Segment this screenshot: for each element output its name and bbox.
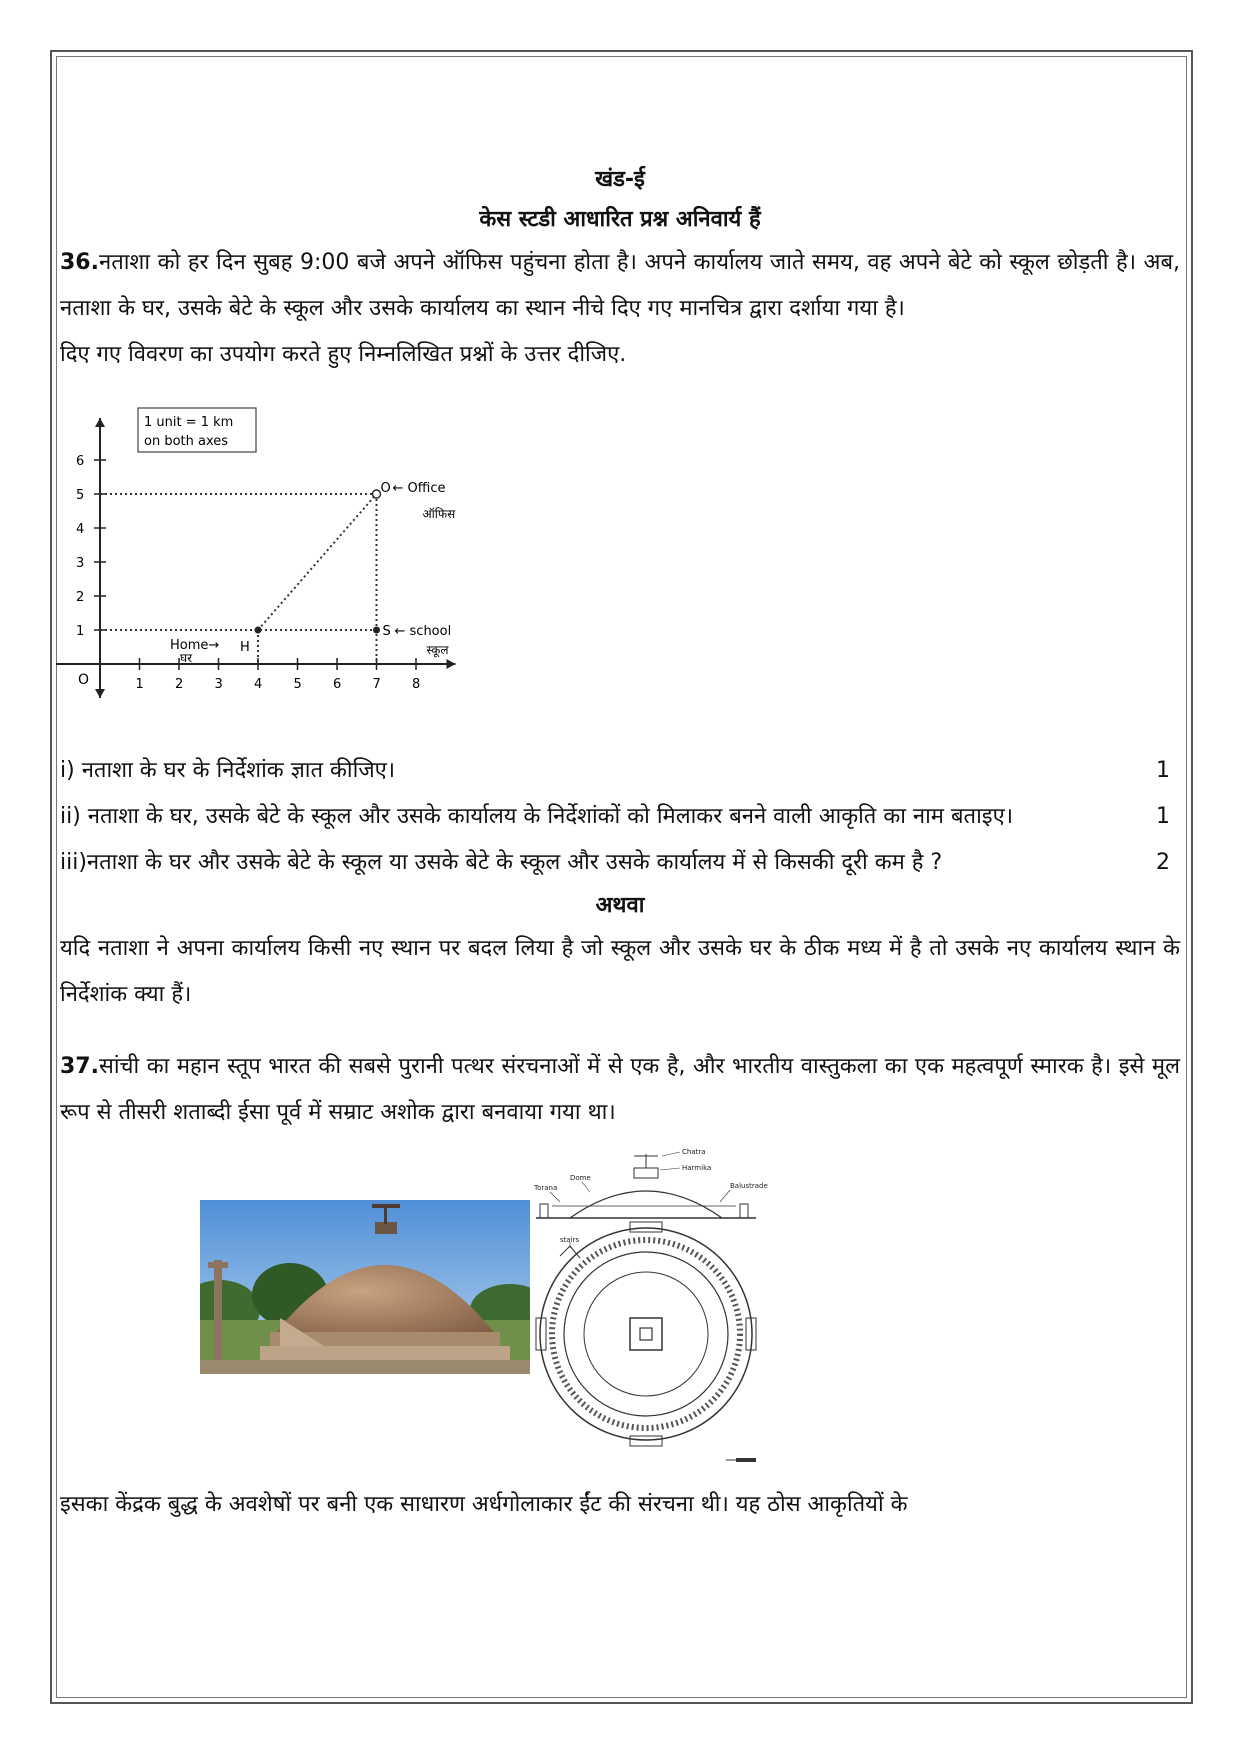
coordinate-graph — [56, 406, 536, 736]
q36-sub-question-1 — [60, 748, 1180, 794]
point-home-label: Home→ — [170, 638, 220, 653]
y-tick-label: 5 — [76, 488, 85, 503]
y-tick-label: 2 — [76, 590, 85, 605]
q36-sub-question-2 — [60, 794, 1180, 840]
diagram-label-harmika: Harmika — [682, 1164, 712, 1172]
y-axis-arrow — [95, 418, 105, 427]
point-school-label-hindi: स्कूल — [426, 643, 449, 657]
diagram-label-torana: Torana — [534, 1184, 558, 1192]
x-tick-label: 7 — [372, 677, 381, 692]
q36-or-text: यदि नताशा ने अपना कार्यालय किसी नए स्थान पर बदल लिया है जो स्कूल और उसके घर के ठीक मध्य में है तो उसके नए कार्यालय स्थान के निर्देशांक क्या हैं। — [60, 936, 1180, 1007]
point-school — [373, 627, 380, 634]
x-tick-label: 8 — [412, 677, 421, 692]
point-office-marker: O — [380, 481, 391, 496]
q36-sub-question-2-marks: 1 — [1156, 804, 1170, 829]
point-office — [373, 490, 381, 498]
diagram-label-dome: Dome — [570, 1174, 591, 1182]
q36-number: 36. — [60, 250, 99, 275]
stupa-plan-diagram — [530, 1146, 850, 1476]
q36-sub-question-3-marks: 2 — [1156, 850, 1170, 875]
q36-sub-question-2-text: ii) नताशा के घर, उसके बेटे के स्कूल और उसके कार्यालय के निर्देशांकों को मिलाकर बनने वाली आकृति का नाम बताइए। — [60, 804, 1014, 829]
q37-text — [60, 1044, 1180, 1136]
y-axis-arrow-down — [95, 689, 105, 698]
legend-line: on both axes — [144, 434, 229, 449]
diagram-label-chatra: Chatra — [682, 1148, 706, 1156]
x-tick-label: 1 — [135, 677, 144, 692]
y-tick-label: 4 — [76, 522, 85, 537]
q37-text-continued: इसका केंद्रक बुद्ध के अवशेषों पर बनी एक साधारण अर्धगोलाकार ईंट की संरचना थी। यह ठोस आकृतियों के — [60, 1492, 908, 1517]
q36-text — [60, 240, 1180, 332]
stupa-figures — [60, 1146, 1180, 1476]
y-tick-label: 6 — [76, 454, 85, 469]
q36-sub-question-3-text: iii)नताशा के घर और उसके बेटे के स्कूल या उसके बेटे के स्कूल और उसके कार्यालय में से किसकी दूरी कम है ? — [60, 850, 943, 875]
x-tick-label: 4 — [254, 677, 263, 692]
point-home-label-hindi: घर — [180, 651, 193, 665]
q36-sub-question-1-marks: 1 — [1156, 758, 1170, 783]
legend-line: 1 unit = 1 km — [144, 415, 234, 430]
coordinate-graph-svg — [56, 406, 536, 736]
section-title: खंड-ई — [595, 167, 645, 192]
stupa-photo — [200, 1200, 534, 1374]
diagram-label-balustrade: Balustrade — [730, 1182, 768, 1190]
point-home — [255, 627, 262, 634]
q36-instruction: दिए गए विवरण का उपयोग करते हुए निम्नलिखित प्रश्नों के उत्तर दीजिए. — [60, 342, 627, 367]
q37-number: 37. — [60, 1054, 99, 1079]
x-tick-label: 3 — [214, 677, 223, 692]
point-office-label-hindi: ऑफिस — [422, 507, 456, 521]
x-tick-label: 5 — [293, 677, 302, 692]
page-content — [60, 160, 1180, 1528]
q36-sub-question-3 — [60, 840, 1180, 886]
point-home-marker: H — [240, 640, 250, 655]
point-school-label: ← school — [394, 624, 452, 639]
q36-sub-question-1-text: i) नताशा के घर के निर्देशांक ज्ञात कीजिए। — [60, 758, 396, 783]
point-school-marker: S — [382, 624, 391, 639]
x-tick-label: 2 — [175, 677, 184, 692]
section-subtitle: केस स्टडी आधारित प्रश्न अनिवार्य हैं — [479, 207, 761, 232]
or-label: अथवा — [595, 893, 645, 918]
line-home-office — [258, 494, 377, 630]
origin-label: O — [78, 672, 90, 688]
x-axis-arrow — [447, 659, 456, 669]
y-tick-label: 1 — [76, 624, 85, 639]
q37-body: सांची का महान स्तूप भारत की सबसे पुरानी पत्थर संरचनाओं में से एक है, और भारतीय वास्तुकला का एक महत्वपूर्ण स्मारक है। इसे मूल रूप से तीसरी शताब्दी ईसा पूर्व में सम्राट अशोक द्वारा बनवाया गया था। — [60, 1054, 1180, 1125]
point-office-label: ← Office — [392, 481, 446, 496]
diagram-label-stairs: stairs — [560, 1236, 580, 1244]
y-tick-label: 3 — [76, 556, 85, 571]
x-tick-label: 6 — [333, 677, 342, 692]
q36-body: नताशा को हर दिन सुबह 9:00 बजे अपने ऑफिस पहुंचना होता है। अपने कार्यालय जाते समय, वह अपने बेटे को स्कूल छोड़ती है। अब, नताशा के घर, उसके बेटे के स्कूल और उसके कार्यालय का स्थान नीचे दिए गए मानचित्र द्वारा दर्शाया गया है। — [60, 250, 1180, 321]
